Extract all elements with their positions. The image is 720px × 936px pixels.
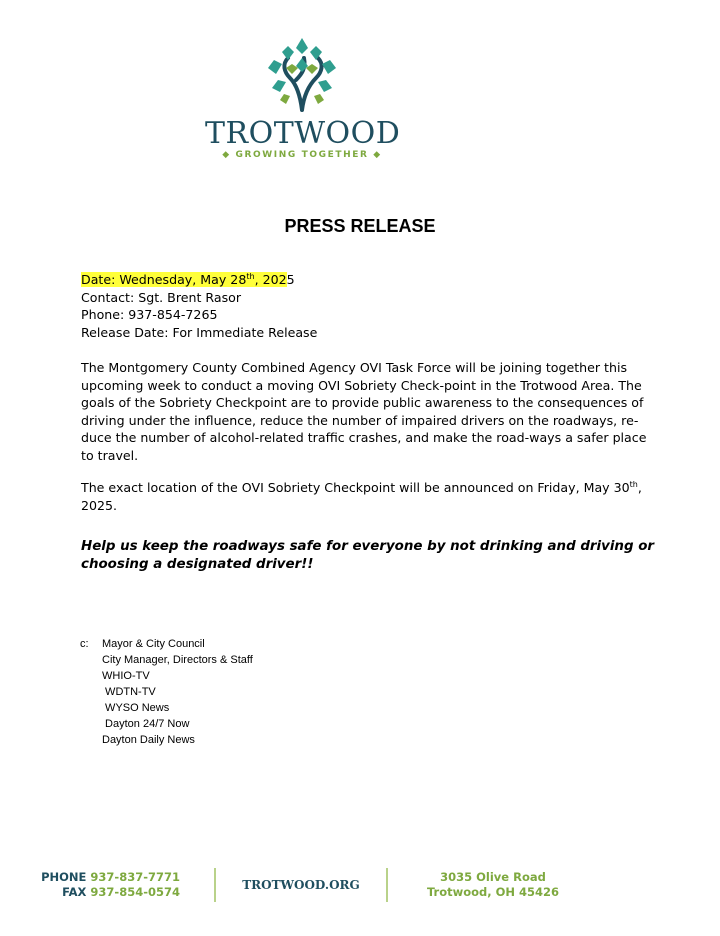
logo-wordmark: TROTWOOD [205, 116, 401, 151]
body-paragraph-2 [81, 479, 651, 514]
phone-line: Phone: 937-854-7265 [81, 307, 218, 322]
address-line-2: Trotwood, OH 45426 [426, 885, 560, 899]
page-title: PRESS RELEASE [284, 216, 436, 236]
address-line-1: 3035 Olive Road [440, 870, 546, 884]
paragraph-2-ordinal: th [629, 479, 638, 489]
paragraph-2-text: The exact location of the OVI Sobriety Checkpoint will be announced on Friday, May 30 [81, 480, 630, 495]
cc-label: c: [80, 638, 89, 650]
footer-address [418, 870, 568, 900]
cc-recipient: City Manager, Directors & Staff [102, 654, 253, 666]
cc-recipient: WYSO News [102, 702, 170, 714]
date-year-end: 5 [286, 272, 295, 287]
cc-recipient: Dayton Daily News [102, 734, 195, 746]
cc-recipient: Mayor & City Council [102, 638, 205, 650]
cc-recipient: WHIO-TV [102, 670, 150, 682]
logo-tagline: ◆ GROWING TOGETHER ◆ [222, 150, 382, 160]
body-paragraph-1: The Montgomery County Combined Agency OVI Task Force will be joining together this upcoming week to conduct a moving OVI Sobriety Check-point in the Trotwood Area. The goals of the Sobriety Checkpoint are to provide public awareness to the consequences of driving under the influence, reduce the number of impaired drivers on the roadways, re-duce the number of alcohol-related traffic crashes, and make the road-ways a safer place to travel. [81, 360, 647, 463]
footer-divider [214, 868, 216, 902]
cc-recipient: WDTN-TV [102, 686, 156, 698]
trotwood-logo [205, 34, 399, 162]
fax-label: FAX [62, 885, 87, 899]
date-ordinal: th [246, 271, 255, 281]
release-line: Release Date: For Immediate Release [81, 324, 318, 340]
footer [0, 866, 720, 910]
footer-divider [386, 868, 388, 902]
date-text: Date: Wednesday, May 28 [81, 272, 247, 287]
cc-recipient: Dayton 24/7 Now [102, 718, 190, 730]
release-date-line [81, 271, 317, 289]
contact-line: Contact: Sgt. Brent Rasor [81, 289, 242, 305]
date-year-highlight: , 202 [254, 272, 287, 287]
footer-phone: 937-837-7771 [90, 870, 180, 884]
footer-fax: 937-854-0574 [90, 885, 180, 899]
footer-website: TROTWOOD.ORG [242, 878, 360, 892]
callout-text: Help us keep the roadways safe for everyone by not drinking and driving or choosing a designated driver!! [81, 539, 655, 572]
release-meta [81, 271, 317, 341]
footer-contact [30, 870, 180, 900]
paragraph-2-end: , 2025. [81, 480, 642, 513]
phone-label: PHONE [41, 870, 87, 884]
tree-logo-icon [260, 34, 344, 114]
